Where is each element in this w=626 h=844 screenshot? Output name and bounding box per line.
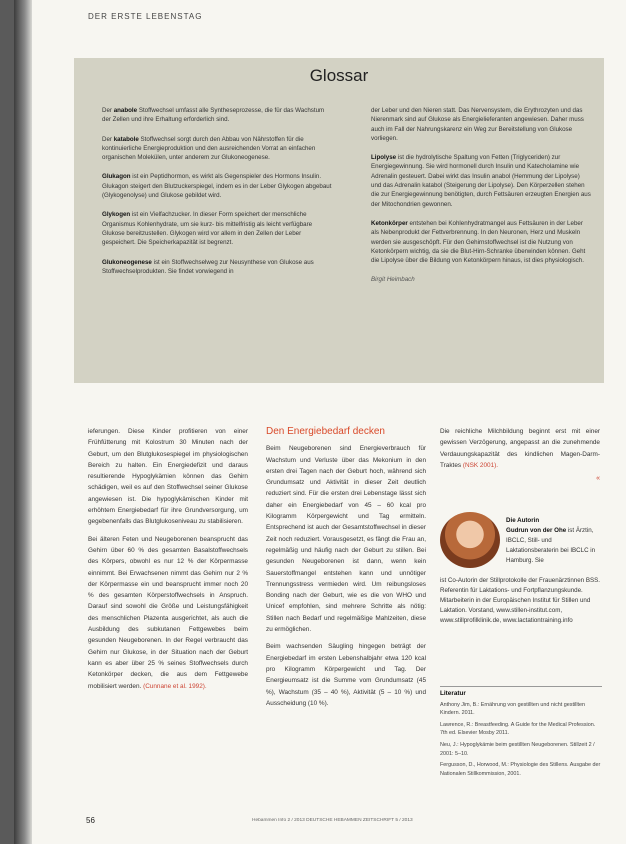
glossary-title: Glossar: [309, 66, 369, 85]
end-mark: «: [596, 475, 600, 483]
body-column-1: [88, 426, 248, 698]
body-paragraph: Bei älteren Feten und Neugeborenen beansprucht das Gehirn über 60 % des gesamten Basalstoffwechsels des Körpers, obwohl es nur 12 % der Körpermasse einnimmt. Bei Erwachsenen nimmt das Gehirn nur 2 % der Körpermasse ein und beansprucht immer noch 20 % des gesamten Körperstoffwechsels in Anspruch. Darauf sind sowohl die Größe und Leistungsfähigkeit des menschlichen Plazenta ausgerichtet, als auch die Ausbildung des subkutanen Fettgewebes beim gesunden Neugeborenen. In der Regel verbraucht das Gehirn nur Glukose, in der Situation nach der Geburt kann es aber über 25 % seines Stoffwechsels durch Ketonkörper decken, die aus dem Fettgewebe mobilisiert werden. (Cunnane et al. 1992).: [88, 535, 248, 690]
glossary-box: [74, 58, 604, 383]
citation: (NSK 2001).: [462, 461, 499, 469]
author-portrait-photo: [440, 512, 500, 568]
running-header: DER ERSTE LEBENSTAG: [88, 12, 203, 21]
literature-entry: Anthony Jim, B.: Ernährung von gestillten und nicht gestillten Kindern. 2011.: [440, 701, 586, 717]
body-paragraph: Beim Neugeborenen sind Energieverbrauch für Wachstum und Verluste über das Mekonium in den ersten drei Tagen nach der Geburt hoch, während sich Grundumsatz und Aktivität in dieser Zeit deutlich reduziert sind. Für die ersten drei Lebenstage lässt sich daher ein Energiebedarf von 45 – 60 kcal pro Kilogramm Körpergewicht und Tag ermitteln. Entsprechend ist auch der Gesamtstoffwechsel in dieser Zeit noch reduziert. Vorausgesetzt, es fängt die Frau an, regelmäßig und häufig nach der Geburt zu stillen. Bei gesunden Neugeborenen ist dann, wenn kein Sauerstoffmangel entstehen kann und unnötiger Trennungsstress vermieden wird. Um reibungsloses Bonding nach der Geburt, wie es die von WHO und Unicef empfohlen, sind mehrere Schritte als nötig: Stillen nach Bedarf und regelmäßige Mahlzeiten, diese zu ermöglichen.: [266, 445, 426, 634]
literature-entry: Neu, J.: Hypoglykämie beim gestillten Neugeborenen. Stillzeit 2 / 2001: 5–10.: [440, 741, 595, 757]
literature-entry: Lawrence, R.: Breastfeeding. A Guide for the Medical Profession. 7th ed. Elsevier Mosby 2011.: [440, 721, 596, 737]
author-name: Gudrun von der Ohe: [506, 527, 567, 534]
glossary-term: Glukoneogenese: [102, 258, 152, 266]
literature-entry: Fergusson, D., Horwood, M.: Physiologie des Stillens. Ausgabe der Nationalen Stillkommission, 2001.: [440, 762, 601, 777]
glossary-term: Glykogen: [102, 211, 131, 219]
glossary-entry: Lipolyse ist die hydrolytische Spaltung von Fetten (Triglyceriden) zur Energiegewinnung. Sie wird hormonell durch Insulin und Katecholamine wie Adrenalin gesteuert. Dabei wirkt das Insulin anabol (Hemmung der Lipolyse) und das Adrenalin katabol (Steigerung der Lipolyse). Den Körperzellen stehen die zur Energiegewinnung benötigten, durch Fettsäuren erzeugten Energien aus der Mitochondrien gewonnen.: [371, 154, 591, 208]
literature-heading: Literatur: [440, 690, 466, 697]
page-gutter-shadow: [14, 0, 32, 844]
glossary-term: Glukagon: [102, 173, 131, 181]
page-number: 56: [86, 816, 95, 825]
glossary-entry: Glukagon ist ein Peptidhormon, es wirkt als Gegenspieler des Hormons Insulin. Glukagon steigert den Blutzuckerspiegel, indem es in der Leber Glykogen abgebaut (Glykogenolyse) und Glukose gebildet wird.: [102, 173, 332, 200]
footer-credit: Hebammen Info 2 / 2013 DEUTSCHE HEBAMMEN ZEITSCHRIFT 5 / 2013: [252, 818, 413, 823]
magazine-page: [14, 0, 626, 844]
section-heading: Den Energiebedarf decken: [266, 426, 385, 437]
glossary-entry: Ketonkörper entstehen bei Kohlenhydratmangel aus Fettsäuren in der Leber als Nebenprodukt der Fettverbrennung. In den Neuronen, Herz und Muskeln werden sie ausgeschöpft. Für den Gehirnstoffwechsel ist die Nutzung von Ketonkörpern wichtig, da sie die Blut-Hirn-Schranke überwinden können. Geht die Lipolyse über die Bildung von Ketonkörpern hinaus, ist dies physiologisch.: [371, 219, 586, 265]
body-paragraph: ieferungen. Diese Kinder profitieren von einer Frühfütterung mit Kolostrum 30 Minuten nach der Geburt, um den Blutglukosespiegel im physiologischen Bereich zu halten. Ein Energiedefizit und daraus resultierende Hypoglykämien können das Gehirn schädigen, weil es auf den Stoffwechsel seiner Glukose angewiesen ist. Die hypoglykämischen Kinder mit erhöhtem Energiebedarf für ihre Grundversorgung, um gegebenenfalls das Blutglukoseniveau zu stabilisieren.: [88, 428, 248, 526]
body-column-2: [266, 426, 426, 715]
glossary-entry: der Leber und den Nieren statt. Das Nervensystem, die Erythrozyten und das Nierenmark sind auf Glukose als Energielieferanten angewiesen. Daher muss auch im Fall der Nahrungskarenz ein Weg zur Bereitstellung von Glukose vorliegen.: [371, 107, 584, 142]
glossary-term: katabole: [113, 135, 139, 143]
author-bio: ist Co-Autorin der Stillprotokolle der Frauenärztinnen BSS. Referentin für Laktations- und Fortpflanzungskunde. Mitarbeiterin in der Europäischen Institut für Stillen und Laktation. Vorstand, www.stillen-institut.com, www.stillprofilklinik.de, www.lactationtraining.info: [440, 577, 600, 624]
glossary-column-right: [371, 106, 591, 295]
glossary-signature: Birgit Heimbach: [371, 276, 415, 284]
glossary-term: anabole: [113, 107, 138, 114]
body-paragraph: Beim wachsenden Säugling hingegen beträgt der Energiebedarf im ersten Lebenshalbjahr etwa 120 kcal pro Kilogramm Körpergewicht und Tag. Der Energieumsatz ist die Summe vom Grundumsatz (45 %), Wachstum (35 – 40 %), Aktivität (5 – 10 %) und Ausscheidung (10 %).: [266, 643, 426, 707]
body-column-3: [440, 426, 600, 484]
glossary-entry: Der anabole Stoffwechsel umfasst alle Syntheseprozesse, die für das Wachstum der Zellen und ihre Erhaltung erforderlich sind.: [102, 107, 325, 124]
glossary-entry: Der katabole Stoffwechsel sorgt durch den Abbau von Nährstoffen für die kontinuierliche Energieproduktion und den ausreichenden Vorrat an einfachen organischen Molekülen, unter anderem zur Glukoneogenese.: [102, 135, 316, 162]
author-heading: Die Autorin: [506, 517, 540, 524]
glossary-column-left: [102, 106, 334, 286]
glossary-entry: Glykogen ist ein Vielfachzucker. In dieser Form speichert der menschliche Organismus Kohlenhydrate, um sie kurz- bis mittelfristig als leicht verfügbare Glukose bereitzustellen. Glykogen wird vor allem in den Zellen der Leber gespeichert. Die Speicherkapazität ist begrenzt.: [102, 211, 313, 247]
glossary-term: Ketonkörper: [371, 219, 408, 227]
literature-box: [440, 686, 602, 781]
citation: (Cunnane et al. 1992).: [143, 682, 207, 690]
author-box: [506, 516, 600, 566]
glossary-term: Lipolyse: [371, 154, 397, 162]
body-paragraph: Die reichliche Milchbildung beginnt erst mit einer gewissen Verzögerung, angepasst an die zunehmende Verdauungskapazität des kindlichen Magen-Darm-Traktes (NSK 2001).: [440, 428, 600, 469]
glossary-entry: Glukoneogenese ist ein Stoffwechselweg zur Neusynthese von Glukose aus Stoffwechselprodukten. Sie findet vorwiegend in: [102, 258, 314, 275]
author-intro: ist Ärztin, IBCLC, Still- und Laktationsberaterin bei IBCLC in Hamburg. Sie: [506, 527, 596, 564]
